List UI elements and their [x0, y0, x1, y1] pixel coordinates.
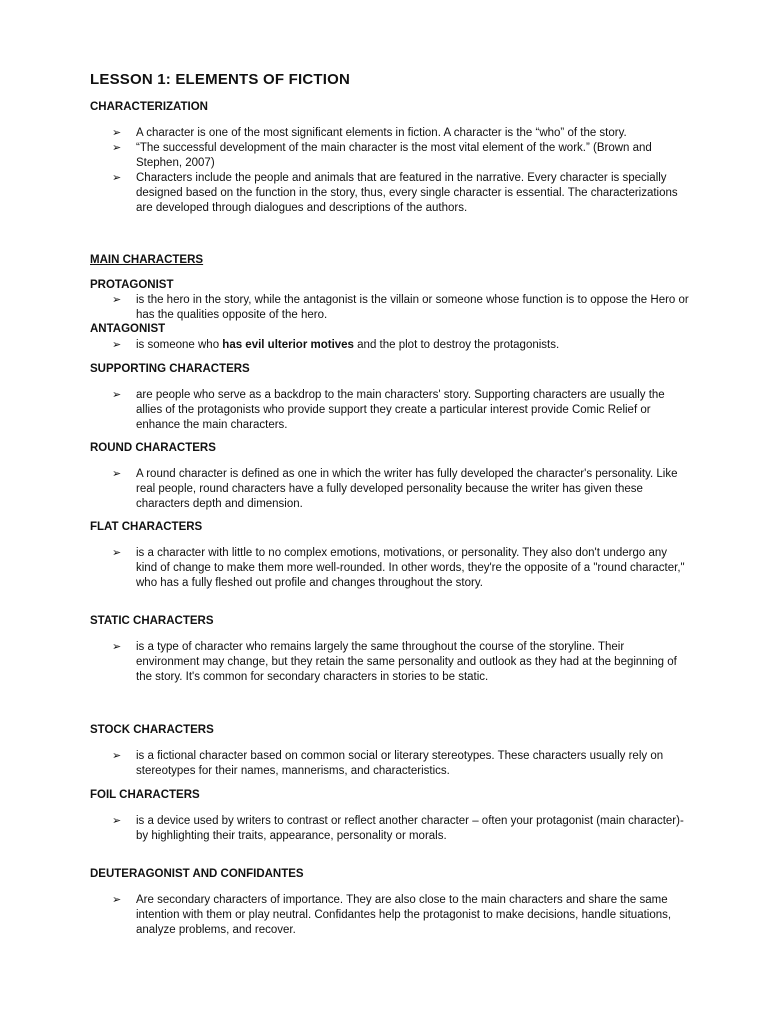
heading-stock-characters: STOCK CHARACTERS	[90, 724, 214, 736]
heading-deuteragonist-confidantes: DEUTERAGONIST AND CONFIDANTES	[90, 868, 304, 880]
arrow-bullet-icon: ➢	[112, 750, 122, 762]
list-item: ➢ is a character with little to no complex emotions, motivations, or personality. They also don't undergo any kind of change to make them more well-rounded. In other words, they're the opposite of a "round character," who has a fully fleshed out profile and changes throughout the story.	[112, 547, 685, 589]
list-item: ➢ is the hero in the story, while the antagonist is the villain or someone whose function is to oppose the Hero or has the qualities opposite of the hero.	[112, 294, 689, 321]
arrow-bullet-icon: ➢	[112, 468, 122, 480]
foil-list	[90, 814, 690, 844]
heading-static-characters: STATIC CHARACTERS	[90, 615, 214, 627]
heading-characterization: CHARACTERIZATION	[90, 101, 208, 113]
flat-list	[90, 546, 690, 591]
supporting-list	[90, 388, 690, 433]
heading-foil-characters: FOIL CHARACTERS	[90, 789, 200, 801]
deuteragonist-list	[90, 893, 690, 938]
list-item: ➢ are people who serve as a backdrop to the main characters' story. Supporting characters are usually the allies of the protagonists who provide support they create a particular interest provide Comic Relief or enhance the main characters.	[112, 389, 665, 431]
list-item: ➢ A round character is defined as one in which the writer has fully developed the character's personality. Like real people, round characters have a fully developed personality because the writer has given these characters depth and dimension.	[112, 468, 678, 510]
arrow-bullet-icon: ➢	[112, 815, 122, 827]
list-item: ➢ is someone who has evil ulterior motives and the plot to destroy the protagonists.	[112, 339, 560, 351]
arrow-bullet-icon: ➢	[112, 127, 122, 139]
arrow-bullet-icon: ➢	[112, 389, 122, 401]
arrow-bullet-icon: ➢	[112, 547, 122, 559]
heading-protagonist: PROTAGONIST	[90, 279, 174, 291]
stock-list	[90, 749, 690, 779]
list-item: ➢ A character is one of the most significant elements in fiction. A character is the “who” of the story.	[112, 127, 627, 139]
list-item: ➢ Are secondary characters of importance. They are also close to the main characters and share the same intention with them or play neutral. Confidantes help the protagonist to make decisions, handle situations, analyze problems, and recover.	[112, 894, 672, 936]
list-item: ➢ is a device used by writers to contrast or reflect another character – often your protagonist (main character)- by highlighting their traits, appearance, personality or morals.	[112, 815, 684, 842]
static-list	[90, 640, 690, 685]
list-item: ➢ is a type of character who remains largely the same throughout the course of the storyline. Their environment may change, but they retain the same personality and outlook as they had at the beginning of the story. It's common for secondary characters in stories to be static.	[112, 641, 677, 683]
list-item: ➢ Characters include the people and animals that are featured in the narrative. Every character is specially designed based on the function in the story, thus, every single character is essential. The characterizations are developed through dialogues and descriptions of the authors.	[112, 171, 678, 214]
arrow-bullet-icon: ➢	[112, 339, 122, 351]
arrow-bullet-icon: ➢	[112, 294, 122, 306]
list-item: ➢ is a fictional character based on common social or literary stereotypes. These characters usually rely on stereotypes for their names, mannerisms, and characteristics.	[112, 750, 664, 777]
antagonist-list	[90, 338, 690, 353]
heading-flat-characters: FLAT CHARACTERS	[90, 521, 203, 533]
protagonist-list	[90, 293, 690, 323]
heading-round-characters: ROUND CHARACTERS	[90, 442, 216, 454]
lesson-title: LESSON 1: ELEMENTS OF FICTION	[90, 71, 350, 88]
arrow-bullet-icon: ➢	[112, 641, 122, 653]
heading-antagonist: ANTAGONIST	[90, 323, 166, 335]
bold-phrase: has evil ulterior motives	[222, 339, 354, 351]
arrow-bullet-icon: ➢	[112, 141, 122, 154]
arrow-bullet-icon: ➢	[112, 171, 122, 184]
round-list	[90, 467, 690, 512]
heading-supporting-characters: SUPPORTING CHARACTERS	[90, 363, 250, 375]
list-item: ➢ “The successful development of the main character is the most vital element of the work.” (Brown and Stephen, 2007)	[112, 141, 652, 169]
characterization-list	[90, 126, 690, 215]
arrow-bullet-icon: ➢	[112, 894, 122, 906]
heading-main-characters: MAIN CHARACTERS	[90, 254, 204, 266]
